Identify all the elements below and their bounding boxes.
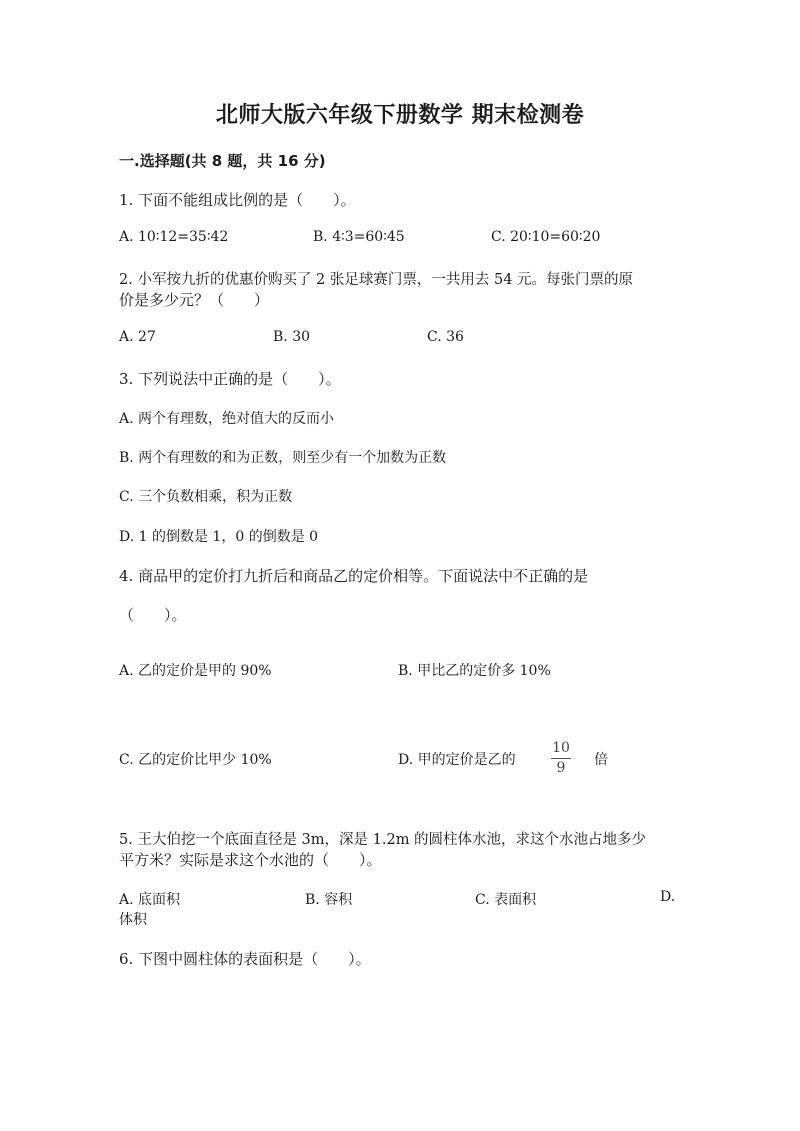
question-5-line-2: 平方米？实际是求这个水池的（ ）。 — [119, 851, 382, 869]
question-1: 1. 下面不能组成比例的是（ ）。 — [119, 191, 356, 209]
q1-option-c: C. 20∶10=60∶20 — [491, 229, 601, 245]
q4-option-d-suffix: 倍 — [594, 752, 608, 768]
question-6: 6. 下图中圆柱体的表面积是（ ）。 — [119, 950, 371, 968]
q3-option-b: B. 两个有理数的和为正数，则至少有一个加数为正数 — [119, 450, 447, 466]
q2-option-c: C. 36 — [427, 329, 464, 345]
fraction-denominator: 9 — [556, 760, 566, 776]
page-title: 北师大版六年级下册数学 期末检测卷 — [215, 103, 585, 128]
q4-fraction — [549, 740, 573, 777]
q4-option-c: C. 乙的定价比甲少 10% — [119, 752, 272, 768]
q5-option-a: A. 底面积 — [119, 892, 181, 908]
q1-option-a: A. 10∶12=35∶42 — [119, 229, 229, 245]
question-4-line-1: 4. 商品甲的定价打九折后和商品乙的定价相等。下面说法中不正确的是 — [119, 567, 589, 585]
question-4-line-2: （ ）。 — [119, 606, 187, 624]
q3-option-a: A. 两个有理数，绝对值大的反而小 — [119, 411, 335, 427]
q4-option-b: B. 甲比乙的定价多 10% — [398, 663, 551, 679]
q5-option-b: B. 容积 — [305, 892, 353, 908]
q1-option-b: B. 4∶3=60∶45 — [313, 229, 405, 245]
section-heading: 一.选择题(共 8 题，共 16 分) — [119, 152, 326, 170]
fraction-bar — [551, 758, 571, 759]
question-3: 3. 下列说法中正确的是（ ）。 — [119, 370, 341, 388]
q4-option-a: A. 乙的定价是甲的 90% — [119, 663, 272, 679]
question-2-line-2: 价是多少元？（ ） — [119, 291, 270, 309]
q5-option-c: C. 表面积 — [475, 892, 537, 908]
q2-option-a: A. 27 — [119, 329, 156, 345]
q4-option-d: D. 甲的定价是乙的 — [398, 752, 516, 768]
q3-option-c: C. 三个负数相乘，积为正数 — [119, 489, 293, 505]
question-2-line-1: 2. 小军按九折的优惠价购买了 2 张足球赛门票，一共用去 54 元。每张门票的原 — [119, 272, 634, 288]
question-5-line-1: 5. 王大伯挖一个底面直径是 3m，深是 1.2m 的圆柱体水池，求这个水池占地多少 — [119, 832, 647, 848]
fraction-numerator: 10 — [552, 740, 570, 756]
q5-option-d-wrap: 体积 — [119, 912, 147, 928]
q5-option-d: D. — [660, 889, 676, 905]
q2-option-b: B. 30 — [273, 329, 311, 345]
q3-option-d: D. 1 的倒数是 1，0 的倒数是 0 — [119, 529, 319, 545]
